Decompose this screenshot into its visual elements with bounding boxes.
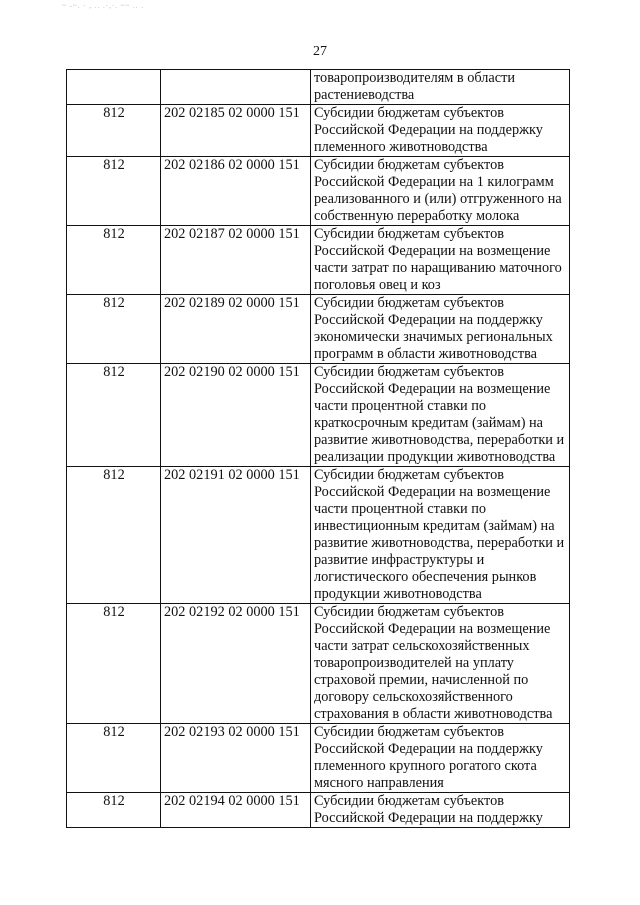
budget-code-cell: 202 02193 02 0000 151: [161, 724, 311, 793]
description-line: Субсидии бюджетам субъектов: [314, 295, 504, 311]
description-line: реализованного и (или) отгруженного на: [314, 191, 562, 207]
description-line: поголовья овец и коз: [314, 277, 441, 293]
budget-code-cell: 202 02192 02 0000 151: [161, 604, 311, 724]
budget-code-cell: 202 02186 02 0000 151: [161, 157, 311, 226]
table-row: [67, 793, 570, 828]
description-line: развитие инфраструктуры и: [314, 552, 485, 568]
description-line: мясного направления: [314, 775, 444, 791]
admin-code-cell: 812: [67, 467, 161, 604]
description-line: Российской Федерации на 1 килограмм: [314, 174, 554, 190]
admin-code-cell: 812: [67, 724, 161, 793]
description-line: развитие животноводства, переработки и: [314, 432, 565, 448]
admin-code-cell: 812: [67, 364, 161, 467]
description-line: Российской Федерации на возмещение: [314, 621, 551, 637]
table-row: [67, 604, 570, 724]
table-row: [67, 295, 570, 364]
admin-code-cell: [67, 70, 161, 105]
description-line: племенного животноводства: [314, 139, 488, 155]
description-line: страховой премии, начисленной по: [314, 672, 529, 688]
table-row: [67, 467, 570, 604]
admin-code-cell: 812: [67, 157, 161, 226]
table-body: [67, 70, 570, 828]
table-row: [67, 105, 570, 157]
description-line: логистического обеспечения рынков: [314, 569, 537, 585]
description-line: Российской Федерации на возмещение: [314, 381, 551, 397]
description-line: страхования в области животноводства: [314, 706, 553, 722]
description-cell: [311, 724, 570, 793]
description-line: Российской Федерации на поддержку: [314, 312, 543, 328]
admin-code-cell: 812: [67, 793, 161, 828]
description-line: продукции животноводства: [314, 586, 482, 602]
admin-code-cell: 812: [67, 604, 161, 724]
description-line: развитие животноводства, переработки и: [314, 535, 565, 551]
description-line: части затрат сельскохозяйственных: [314, 638, 530, 654]
description-line: экономически значимых региональных: [314, 329, 553, 345]
scan-noise: ~ -~. · , .. .·,·. ~~ .. .: [62, 2, 144, 10]
description-line: договору сельскохозяйственного: [314, 689, 513, 705]
description-cell: [311, 70, 570, 105]
description-cell: [311, 793, 570, 828]
description-line: краткосрочным кредитам (займам) на: [314, 415, 544, 431]
description-cell: [311, 226, 570, 295]
description-line: Субсидии бюджетам субъектов: [314, 604, 504, 620]
description-line: племенного крупного рогатого скота: [314, 758, 537, 774]
description-cell: [311, 295, 570, 364]
description-line: товаропроизводителям в области: [314, 70, 516, 86]
description-line: Российской Федерации на возмещение: [314, 484, 551, 500]
description-line: части процентной ставки по: [314, 398, 487, 414]
description-line: программ в области животноводства: [314, 346, 538, 362]
page-number: 27: [313, 44, 327, 59]
budget-code-cell: [161, 70, 311, 105]
description-line: собственную переработку молока: [314, 208, 520, 224]
description-line: части процентной ставки по: [314, 501, 487, 517]
description-line: Субсидии бюджетам субъектов: [314, 793, 504, 809]
description-line: инвестиционным кредитам (займам) на: [314, 518, 555, 534]
budget-code-cell: 202 02185 02 0000 151: [161, 105, 311, 157]
description-line: Российской Федерации на поддержку: [314, 810, 543, 826]
description-line: Субсидии бюджетам субъектов: [314, 157, 504, 173]
description-line: Российской Федерации на поддержку: [314, 741, 543, 757]
description-line: Российской Федерации на поддержку: [314, 122, 543, 138]
description-line: части затрат по наращиванию маточного: [314, 260, 562, 276]
description-cell: [311, 105, 570, 157]
description-cell: [311, 604, 570, 724]
description-cell: [311, 467, 570, 604]
table-row: [67, 226, 570, 295]
table-row: [67, 724, 570, 793]
description-line: Субсидии бюджетам субъектов: [314, 226, 504, 242]
description-line: Субсидии бюджетам субъектов: [314, 467, 504, 483]
table-row: [67, 157, 570, 226]
admin-code-cell: 812: [67, 295, 161, 364]
admin-code-cell: 812: [67, 105, 161, 157]
budget-code-cell: 202 02194 02 0000 151: [161, 793, 311, 828]
table-row: [67, 364, 570, 467]
description-line: растениеводства: [314, 87, 415, 103]
table-row: [67, 70, 570, 105]
description-line: Субсидии бюджетам субъектов: [314, 364, 504, 380]
budget-code-cell: 202 02191 02 0000 151: [161, 467, 311, 604]
description-cell: [311, 157, 570, 226]
description-line: Субсидии бюджетам субъектов: [314, 105, 504, 121]
description-line: Российской Федерации на возмещение: [314, 243, 551, 259]
budget-classification-table: [66, 69, 570, 828]
description-cell: [311, 364, 570, 467]
description-line: товаропроизводителей на уплату: [314, 655, 514, 671]
budget-code-cell: 202 02190 02 0000 151: [161, 364, 311, 467]
admin-code-cell: 812: [67, 226, 161, 295]
budget-code-cell: 202 02187 02 0000 151: [161, 226, 311, 295]
description-line: Субсидии бюджетам субъектов: [314, 724, 504, 740]
description-line: реализации продукции животноводства: [314, 449, 556, 465]
budget-code-cell: 202 02189 02 0000 151: [161, 295, 311, 364]
